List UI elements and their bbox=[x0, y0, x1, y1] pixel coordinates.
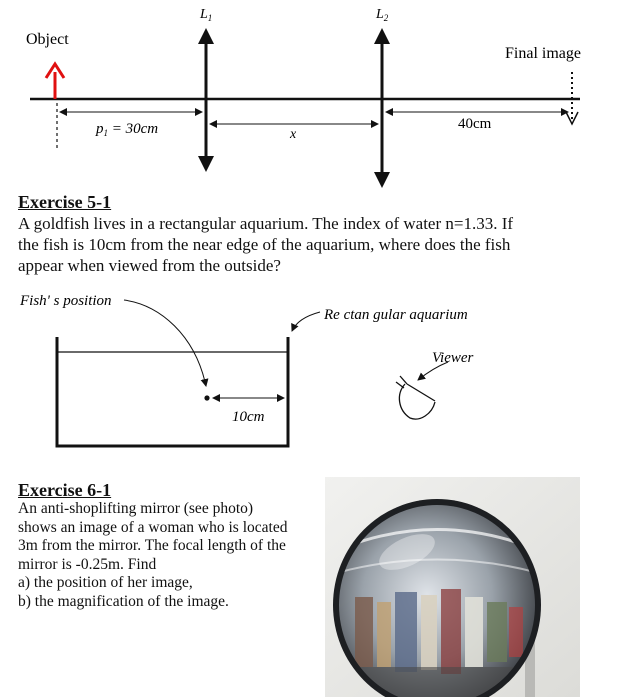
viewer-label: Viewer bbox=[432, 350, 474, 366]
fish-distance-label: 10cm bbox=[232, 409, 265, 425]
lens1-label: $L_1$ bbox=[200, 7, 213, 23]
exercise-5-1-line: the fish is 10cm from the near edge of the aquarium, where does the fish bbox=[18, 235, 511, 254]
object-arrow bbox=[46, 64, 64, 99]
exercise-6-1-line: a) the position of her image, bbox=[18, 574, 193, 591]
exercise-6-1-text bbox=[18, 500, 318, 611]
aquarium-label: Re ctan gular aquarium bbox=[324, 307, 468, 323]
fish-dot bbox=[204, 395, 209, 400]
exercise-5-1-title: Exercise 5-1 bbox=[18, 192, 112, 212]
exercise-6-1-line: mirror is -0.25m. Find bbox=[18, 555, 157, 573]
exercise-6-1-line: 3m from the mirror. The focal length of the bbox=[18, 537, 286, 554]
exercise-5-1-line: appear when viewed from the outside? bbox=[18, 256, 281, 275]
convex-mirror-photo bbox=[325, 477, 580, 697]
lens-l2 bbox=[374, 28, 390, 188]
fish-pointer bbox=[124, 300, 206, 386]
x-label: x bbox=[290, 127, 297, 142]
aquarium-tank bbox=[57, 337, 288, 446]
distance-40-label: 40cm bbox=[458, 116, 492, 132]
final-image-label: Final image bbox=[505, 45, 581, 62]
viewer-eye-icon bbox=[396, 376, 435, 419]
object-label: Object bbox=[26, 31, 69, 48]
exercise-6-1-title: Exercise 6-1 bbox=[18, 480, 112, 500]
p1-label: $p_1 = 30cm$ bbox=[96, 121, 159, 138]
fish-position-label: Fish' s position bbox=[20, 293, 112, 309]
exercise-5-1-line: A goldfish lives in a rectangular aquarium. The index of water n=1.33. If bbox=[18, 214, 514, 233]
exercise-5-1-text bbox=[18, 213, 618, 276]
lens2-label: $L_2$ bbox=[376, 7, 389, 23]
exercise-6-1-line: b) the magnification of the image. bbox=[18, 592, 229, 610]
exercise-6-1-line: shows an image of a woman who is located bbox=[18, 518, 288, 536]
aquarium-pointer bbox=[292, 312, 320, 331]
exercise-6-1-line: An anti-shoplifting mirror (see photo) bbox=[18, 500, 254, 517]
lens-diagram bbox=[0, 0, 621, 195]
aquarium-diagram bbox=[0, 285, 621, 455]
